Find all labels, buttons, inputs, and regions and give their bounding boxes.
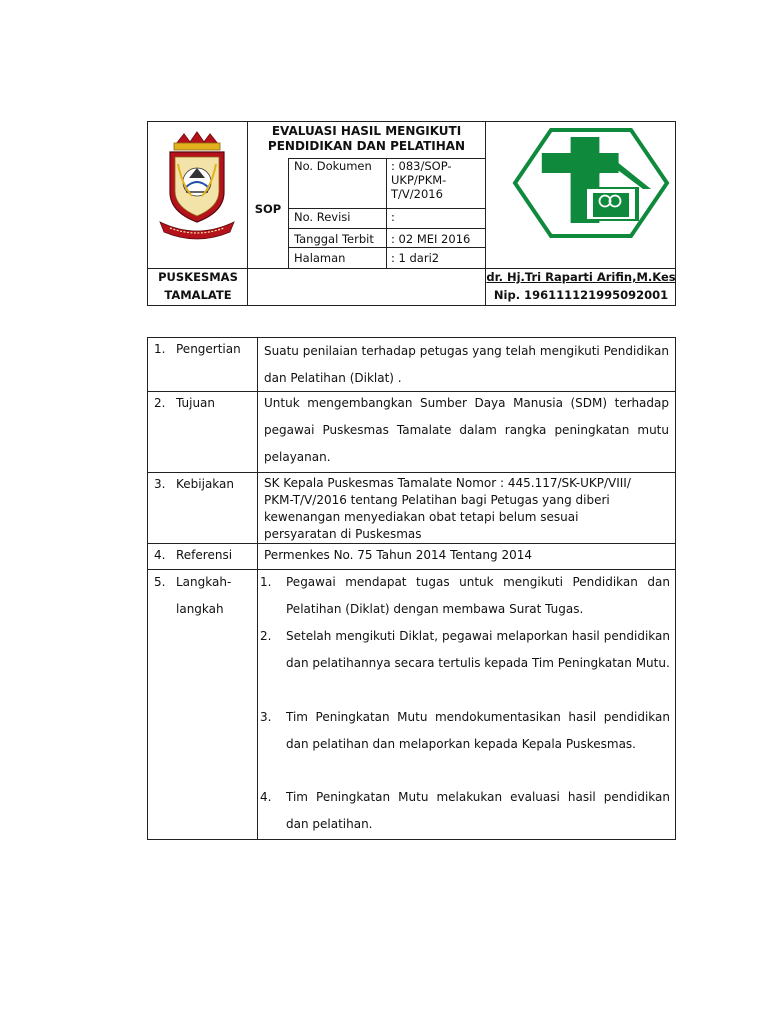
row-label: Referensi xyxy=(176,548,233,562)
signer-nip: Nip. 196111121995092001 xyxy=(493,288,669,302)
divider xyxy=(288,158,289,268)
row-number: 2. xyxy=(154,396,166,410)
org-line: TAMALATE xyxy=(164,288,232,302)
row-label-referensi xyxy=(154,546,232,564)
divider xyxy=(288,208,485,209)
title-line: EVALUASI HASIL MENGIKUTI xyxy=(271,124,462,138)
row-label-tujuan xyxy=(154,394,215,412)
meta-key-no-revisi: No. Revisi xyxy=(294,210,351,224)
step-text: Setelah mengikuti Diklat, pegawai melaporkan hasil pendidikan dan pelatihannya secara tertulis kepada Tim Peningkatan Mutu. xyxy=(286,629,670,670)
signer-block xyxy=(485,268,677,304)
meta-value-no-dokumen xyxy=(391,159,452,201)
step-number: 3. xyxy=(260,710,272,724)
sop-content-table xyxy=(147,337,676,840)
row-text-referensi: Permenkes No. 75 Tahun 2014 Tentang 2014 xyxy=(264,548,532,562)
document-title xyxy=(248,122,485,154)
meta-value-no-revisi: : xyxy=(391,210,395,224)
step-number: 2. xyxy=(260,629,272,643)
meta-key-halaman: Halaman xyxy=(294,251,346,265)
meta-value-tanggal-terbit: : 02 MEI 2016 xyxy=(391,232,471,246)
row-number: 3. xyxy=(154,477,166,491)
divider xyxy=(148,472,676,473)
organization-name xyxy=(148,268,248,304)
signer-name: dr. Hj.Tri Raparti Arifin,M.Kes xyxy=(486,270,676,284)
list-item xyxy=(260,704,670,758)
row-number: 1. xyxy=(154,342,166,356)
kebijakan-line: persyaratan di Puskesmas xyxy=(264,527,422,541)
row-label-langkah xyxy=(154,569,231,623)
kebijakan-line: kewenangan menyediakan obat tetapi belum sesuai xyxy=(264,510,579,524)
list-item xyxy=(260,623,670,677)
row-label: Tujuan xyxy=(176,396,216,410)
divider xyxy=(257,338,258,840)
sop-label: SOP xyxy=(254,202,282,216)
org-line: PUSKESMAS xyxy=(158,270,238,284)
list-item xyxy=(260,569,670,623)
divider xyxy=(386,158,387,268)
meta-value-line: : 083/SOP- xyxy=(391,159,452,173)
makassar-seal-logo xyxy=(156,130,238,240)
meta-value-line: T/V/2016 xyxy=(391,187,443,201)
row-label-pengertian xyxy=(154,340,241,358)
divider xyxy=(288,228,485,229)
row-label: Kebijakan xyxy=(176,477,234,491)
step-number: 1. xyxy=(260,575,272,589)
row-number: 4. xyxy=(154,548,166,562)
meta-value-halaman: : 1 dari2 xyxy=(391,251,440,265)
title-line: PENDIDIKAN DAN PELATIHAN xyxy=(267,139,466,153)
divider xyxy=(288,247,485,248)
puskesmas-logo xyxy=(511,127,671,239)
row-text-kebijakan xyxy=(264,475,669,543)
meta-key-no-dokumen: No. Dokumen xyxy=(294,159,372,173)
kebijakan-line: SK Kepala Puskesmas Tamalate Nomor : 445.117/SK-UKP/VIII/ xyxy=(264,476,631,490)
row-text-pengertian: Suatu penilaian terhadap petugas yang telah mengikuti Pendidikan dan Pelatihan (Diklat) . xyxy=(264,344,669,385)
row-text-tujuan: Untuk mengembangkan Sumber Daya Manusia (SDM) terhadap pegawai Puskesmas Tamalate dalam rangka peningkatan mutu pelayanan. xyxy=(264,396,669,464)
row-label-kebijakan xyxy=(154,475,234,493)
sop-header-table xyxy=(147,121,676,306)
meta-key-tanggal-terbit: Tanggal Terbit xyxy=(294,232,374,246)
row-number: 5. xyxy=(154,575,166,589)
step-number: 4. xyxy=(260,790,272,804)
meta-value-line: UKP/PKM- xyxy=(391,173,447,187)
step-text: Pegawai mendapat tugas untuk mengikuti Pendidikan dan Pelatihan (Diklat) dengan membawa Surat Tugas. xyxy=(286,575,670,616)
row-label: Pengertian xyxy=(176,342,241,356)
step-text: Tim Peningkatan Mutu mendokumentasikan hasil pendidikan dan pelatihan dan melaporkan kepada Kepala Puskesmas. xyxy=(286,710,670,751)
kebijakan-line: PKM-T/V/2016 tentang Pelatihan bagi Petugas yang diberi xyxy=(264,493,610,507)
step-text: Tim Peningkatan Mutu melakukan evaluasi hasil pendidikan dan pelatihan. xyxy=(286,790,670,831)
row-label: langkah xyxy=(176,602,224,616)
divider xyxy=(148,543,676,544)
row-label: Langkah- xyxy=(176,575,232,589)
list-item xyxy=(260,784,670,838)
